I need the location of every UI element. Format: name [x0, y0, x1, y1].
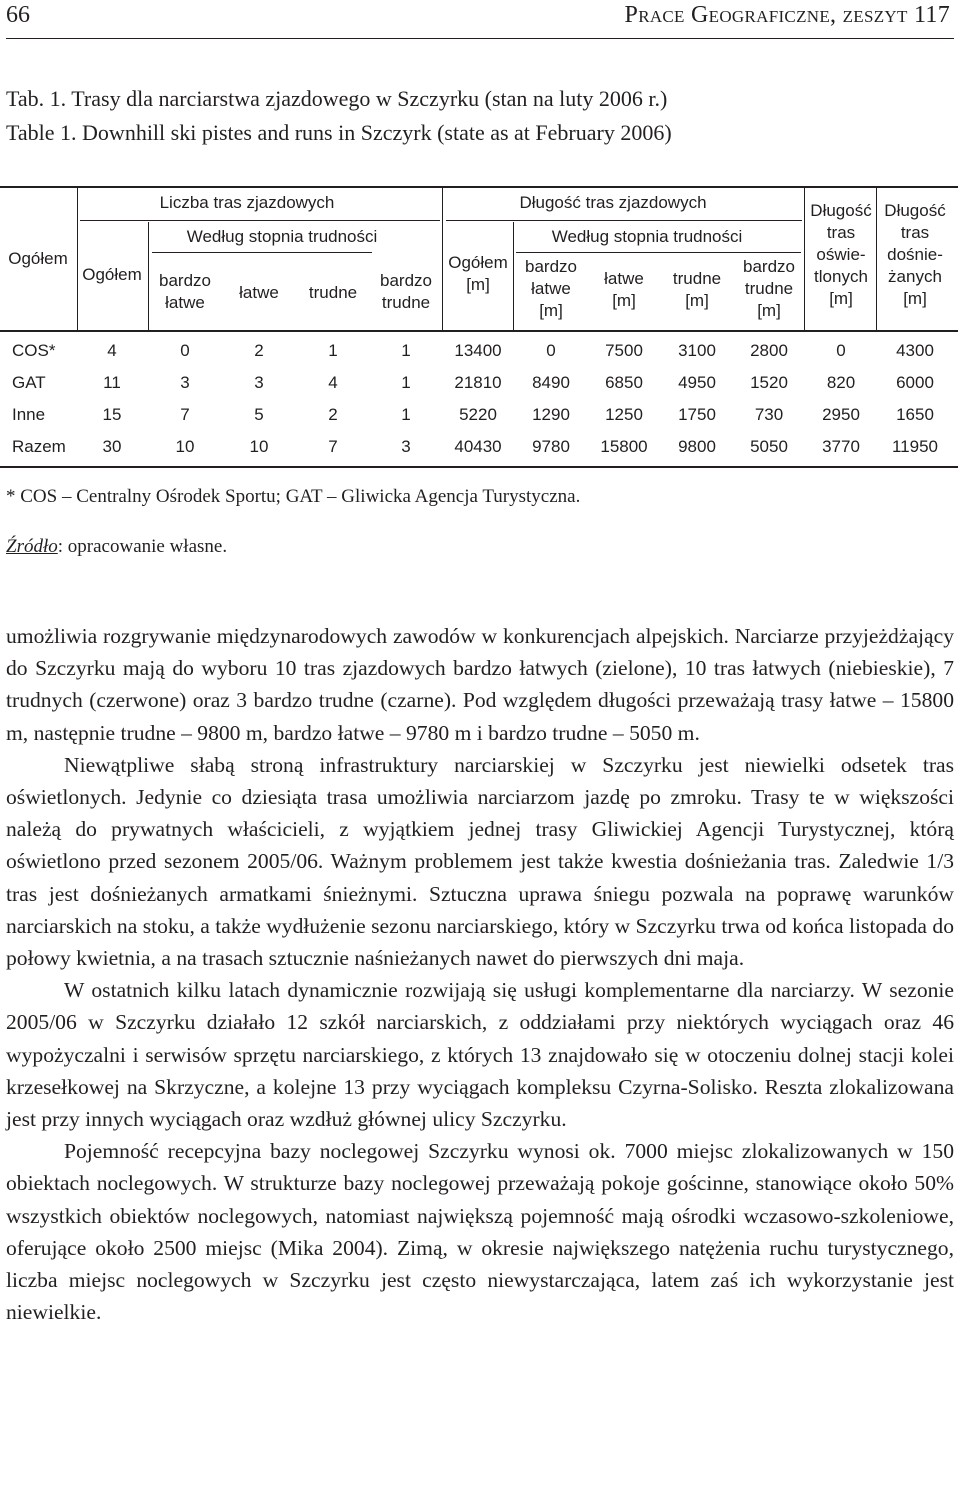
- table-cell: 7500: [605, 341, 643, 360]
- table-cell: 0: [546, 341, 556, 360]
- table-cell: 1250: [605, 405, 643, 424]
- ski-runs-table: [0, 186, 960, 468]
- table-cell: 3: [254, 373, 264, 392]
- table-cell: 4950: [678, 373, 716, 392]
- table-footnote: * COS – Centralny Ośrodek Sportu; GAT – Gliwicka Agencja Turystyczna.: [6, 486, 581, 507]
- table-cell: 730: [754, 405, 784, 424]
- row-label: Inne: [12, 405, 46, 424]
- table-cell: 3: [180, 373, 190, 392]
- table-cell: 1: [401, 405, 411, 424]
- header-dl-latwe: łatwe [m]: [604, 269, 644, 310]
- table-cell: 9780: [532, 437, 570, 456]
- table-cell: 0: [836, 341, 846, 360]
- row-label: COS*: [12, 341, 56, 360]
- table-cell: 3: [401, 437, 411, 456]
- header-latwe: łatwe: [239, 283, 279, 302]
- table-cell: 3770: [822, 437, 860, 456]
- source-label: Źródło: [6, 536, 58, 557]
- row-label: GAT: [12, 373, 46, 392]
- source-text: : opracowanie własne.: [57, 536, 228, 557]
- group-line: [446, 220, 802, 221]
- table-cell: 5: [254, 405, 264, 424]
- table-cell: 2: [328, 405, 338, 424]
- header-liczba-ogolem: Ogółem: [82, 265, 142, 284]
- header-oswietlonych: Długość tras oświe- tlonych [m]: [810, 201, 872, 308]
- table-cell: 1: [328, 341, 338, 360]
- table-cell: 11: [103, 373, 121, 392]
- header-dl-bardzo-trudne: bardzo trudne [m]: [743, 257, 795, 320]
- table-cell: 1520: [750, 373, 788, 392]
- group-line: [80, 220, 440, 221]
- table-caption-en: Table 1. Downhill ski pistes and runs in Szczyrk (state as at February 2006): [6, 120, 672, 145]
- page-header: [0, 0, 960, 36]
- group-line: [516, 252, 801, 253]
- table-cell: 40430: [454, 437, 502, 456]
- header-dosniezanych: Długość tras dośnie- żanych [m]: [884, 201, 946, 308]
- paragraph: Pojemność recepcyjna bazy noclegowej Szczyrku wynosi ok. 7000 miejsc zlokalizowanych w 150 obiektach noclegowych. W strukturze bazy noclegowej przeważają pokoje gościnne, stanowiące około 50% wszystkich obiektów noclegowych, natomiast największą pojemność mają ośrodki wczasowo-szkoleniowe, oferujące około 2500 miejsc (Mika 2004). Zimą, w okresie największego natężenia ruchu turystycznego, liczba miejsc noclegowych w Szczyrku jest często niewystarczająca, latem zaś ich wykorzystanie jest niewielkie.: [6, 1139, 954, 1325]
- table-cell: 4300: [896, 341, 934, 360]
- table-cell: 1750: [678, 405, 716, 424]
- paragraph: W ostatnich kilku latach dynamicznie rozwijają się usługi komplementarne dla narciarzy. W sezonie 2005/06 w Szczyrku działało 12 szkół narciarskich, z oddziałami przy niektórych wyciągach oraz 46 wypożyczalni i serwisów sprzętu narciarskiego, z których 13 znajdowało się w otoczeniu dolnej stacji kolei krzesełkowej na Skrzyczne, a kolejne 13 przy wyciągach kompleksu Czyrna-Solisko. Reszta zlokalizowana jest przy innych wyciągach oraz wzdłuż głównej ulicy Szczyrku.: [6, 978, 954, 1132]
- journal-title: Prace Geograficzne, zeszyt 117: [624, 2, 950, 28]
- table-bottom-rule: [0, 466, 958, 468]
- table-cell: 1650: [896, 405, 934, 424]
- header-liczba-tras: Liczba tras zjazdowych: [159, 193, 335, 212]
- col-sep: [77, 186, 78, 330]
- table-cell: 6850: [605, 373, 643, 392]
- table-cell: 7: [328, 437, 338, 456]
- table-cell: 30: [102, 437, 122, 456]
- header-rule: [6, 38, 954, 39]
- paragraph: Niewątpliwe słabą stroną infrastruktury narciarskiej w Szczyrku jest niewielki odsetek tras oświetlonych. Jedynie co dziesiąta trasa umożliwia narciarzom jazdę po zmroku. Trasy te w większości należą do prywatnych właścicieli, z wyjątkiem jednej trasy Gliwickiej Agencji Turystycznej, którą oświetlono przed sezonem 2005/06. Ważnym problemem jest także kwestia dośnieżania tras. Zaledwie 1/3 tras jest dośnieżanych armatkami śnieżnymi. Sztuczna uprawa śniegu pozwala na poprawę warunków narciarskich na stoku, a także wydłużenie sezonu narciarskiego, który w Szczyrku trwa od końca listopada do połowy kwietnia, a na trasach sztucznie naśnieżanych nawet do pierwszych dni maja.: [6, 752, 954, 971]
- table-cell: 1: [401, 373, 411, 392]
- table-cell: 4: [328, 373, 338, 392]
- table-cell: 2950: [822, 405, 860, 424]
- paragraph: umożliwia rozgrywanie międzynarodowych zawodów w konkurencjach alpejskich. Narciarze przyjeżdżający do Szczyrku mają do wyboru 10 tras zjazdowych bardzo łatwych (zielone), 10 tras łatwych (niebieskie), 7 trudnych (czerwone) oraz 3 bardzo trudne (czarne). Pod względem długości przeważają trasy łatwe – 15800 m, następnie trudne – 9800 m, bardzo łatwe – 9780 m i bardzo trudne – 5050 m.: [6, 624, 954, 745]
- table-cell: 6000: [896, 373, 934, 392]
- table-cell: 15800: [600, 437, 648, 456]
- table-cell: 2: [254, 341, 264, 360]
- table-cell: 10: [175, 437, 195, 456]
- header-dl-bardzo-latwe: bardzo łatwe [m]: [525, 257, 577, 320]
- col-sep: [513, 222, 514, 330]
- header-trudne: trudne: [308, 283, 358, 302]
- table-cell: 3100: [678, 341, 716, 360]
- table-cell: 4: [107, 341, 117, 360]
- col-sep: [804, 186, 805, 330]
- article-body: [6, 620, 954, 1328]
- header-bardzo-trudne: bardzo trudne: [380, 271, 432, 312]
- table-cell: 0: [180, 341, 190, 360]
- table-cell: 5050: [750, 437, 788, 456]
- page-number: 66: [6, 2, 30, 28]
- col-sep: [442, 186, 443, 330]
- table-caption-pl: Tab. 1. Trasy dla narciarstwa zjazdowego w Szczyrku (stan na luty 2006 r.): [6, 86, 668, 111]
- table-cell: 7: [180, 405, 190, 424]
- header-dl-ogolem: Ogółem [m]: [448, 253, 508, 294]
- header-wg-stopnia: Według stopnia trudności: [551, 227, 743, 246]
- table-cell: 2800: [750, 341, 788, 360]
- table-top-rule: [0, 186, 958, 188]
- table-cell: 8490: [532, 373, 570, 392]
- row-label: Razem: [12, 437, 66, 456]
- header-dlugosc-tras: Długość tras zjazdowych: [519, 193, 707, 212]
- col-sep: [148, 222, 149, 330]
- header-dl-trudne: trudne [m]: [672, 269, 722, 310]
- table-cell: 9800: [678, 437, 716, 456]
- table-cell: 13400: [454, 341, 502, 360]
- col-sep: [876, 186, 877, 330]
- table-cell: 820: [826, 373, 856, 392]
- table-source: [6, 536, 227, 558]
- table-header-rule: [0, 330, 958, 332]
- table-cell: 10: [249, 437, 269, 456]
- header-bardzo-latwe: bardzo łatwe: [159, 271, 211, 312]
- table-cell: 1: [401, 341, 411, 360]
- table-cell: 11950: [891, 437, 939, 456]
- table-cell: 5220: [459, 405, 497, 424]
- group-line: [152, 252, 372, 253]
- header-ogolem: Ogółem: [8, 249, 68, 268]
- table-cell: 21810: [454, 373, 502, 392]
- table-cell: 15: [102, 405, 122, 424]
- header-wg-stopnia: Według stopnia trudności: [186, 227, 378, 246]
- table-cell: 1290: [532, 405, 570, 424]
